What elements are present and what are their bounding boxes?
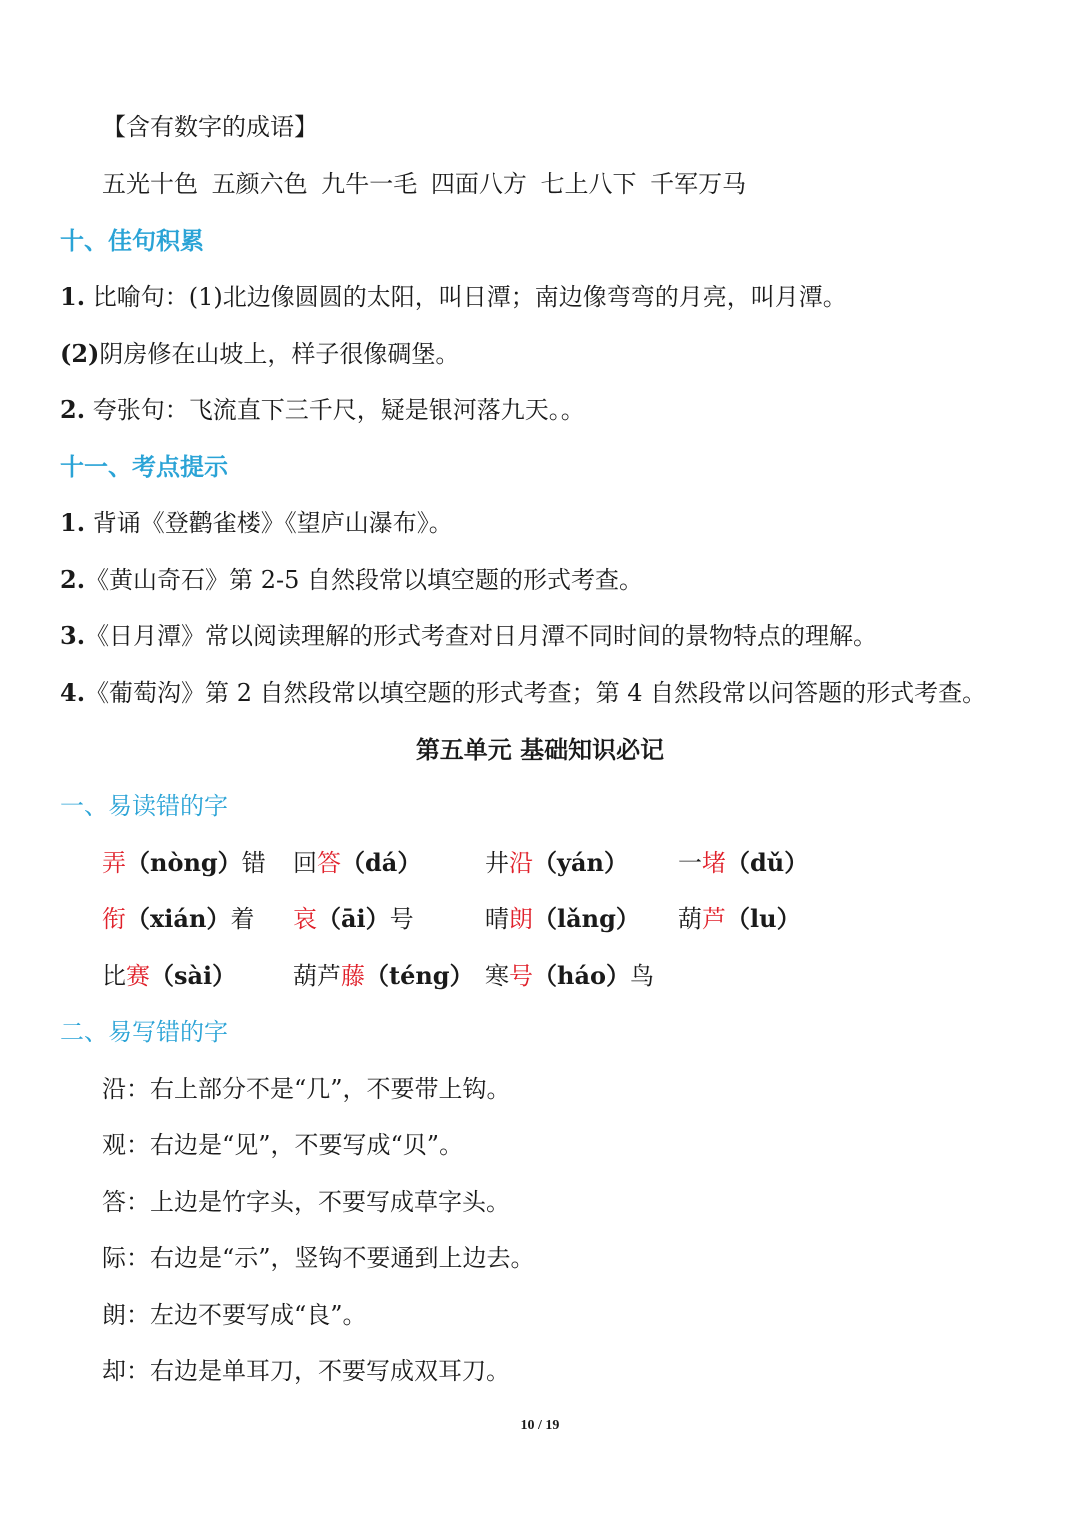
entry-char: 芦 (702, 905, 726, 933)
entry-pinyin: （téng） (365, 961, 474, 990)
entry-char: 赛 (126, 962, 150, 990)
miswrite-title: 二、易写错的字 (60, 1018, 228, 1046)
entry-pinyin: （háo） (533, 961, 631, 990)
entry-char: 答 (317, 849, 341, 877)
item-text: 夸张句：飞流直下三千尺，疑是银河落九天。。 (92, 396, 585, 424)
entry-char: 沿 (509, 849, 533, 877)
entry-pinyin: （yán） (533, 848, 628, 877)
idioms-heading: 【含有数字的成语】 (102, 113, 318, 141)
item-text: 背诵《登鹳雀楼》《望庐山瀑布》。 (92, 509, 453, 537)
miswrite-item: 观：右边是“见”，不要写成“贝”。 (102, 1131, 464, 1159)
entry-prefix: 葫芦 (293, 962, 341, 990)
section11-item2 (60, 564, 643, 596)
section10-item2 (60, 394, 585, 426)
section10-item1 (60, 281, 847, 313)
section10-item1b (60, 338, 459, 370)
item-number: 3. (60, 621, 86, 650)
entry-pinyin: （xián） (126, 904, 231, 933)
misread-entry (678, 903, 801, 935)
item-number: 1. (60, 508, 86, 537)
entry-pinyin: （dá） (341, 848, 422, 877)
misread-entry (102, 903, 254, 935)
item-text: 比喻句：(1)北边像圆圆的太阳，叫日潭；南边像弯弯的月亮，叫月潭。 (92, 283, 847, 311)
item-text: 《葡萄沟》第 2 自然段常以填空题的形式考查；第 4 自然段常以问答题的形式考查。 (85, 679, 987, 707)
entry-char: 衔 (102, 905, 126, 933)
misread-title: 一、易读错的字 (60, 792, 228, 820)
miswrite-item: 朗：左边不要写成“良”。 (102, 1301, 367, 1329)
item-number: (2) (60, 339, 100, 368)
item-number: 2. (60, 565, 86, 594)
entry-suffix: 鸟 (630, 962, 655, 990)
entry-pinyin: （lǎng） (533, 904, 640, 933)
section11-item3 (60, 620, 877, 652)
section11-item1 (60, 507, 453, 539)
entry-suffix: 错 (241, 849, 266, 877)
section10-title: 十、佳句积累 (60, 227, 204, 255)
item-text: 《日月潭》常以阅读理解的形式考查对日月潭不同时间的景物特点的理解。 (85, 622, 878, 650)
entry-pinyin: （lu） (726, 904, 801, 933)
entry-prefix: 比 (102, 962, 126, 990)
entry-prefix: 井 (485, 849, 509, 877)
entry-char: 号 (509, 962, 533, 990)
misread-entry (102, 847, 266, 879)
unit-title: 第五单元 基础知识必记 (415, 736, 665, 764)
section11-title: 十一、考点提示 (60, 453, 228, 481)
item-text: 《黄山奇石》第 2-5 自然段常以填空题的形式考查。 (85, 566, 643, 594)
misread-entry (485, 847, 628, 879)
entry-prefix: 回 (293, 849, 317, 877)
entry-prefix: 葫 (678, 905, 702, 933)
page-number: 10 / 19 (520, 1418, 560, 1433)
item-number: 1. (60, 282, 86, 311)
misread-entry (485, 960, 654, 992)
entry-char: 堵 (702, 849, 726, 877)
misread-entry (485, 903, 640, 935)
entry-pinyin: （sài） (150, 961, 237, 990)
entry-char: 朗 (509, 905, 533, 933)
misread-entry (293, 903, 414, 935)
entry-pinyin: （dǔ） (726, 848, 809, 877)
miswrite-item: 答：上边是竹字头，不要写成草字头。 (102, 1188, 510, 1216)
entry-suffix: 号 (389, 905, 414, 933)
miswrite-item: 沿：右上部分不是“几”，不要带上钩。 (102, 1075, 511, 1103)
misread-entry (293, 960, 474, 992)
entry-prefix: 寒 (485, 962, 509, 990)
entry-pinyin: （āi） (317, 904, 390, 933)
entry-char: 弄 (102, 849, 126, 877)
entry-prefix: 一 (678, 849, 702, 877)
miswrite-item: 际：右边是“示”，竖钩不要通到上边去。 (102, 1244, 535, 1272)
misread-entry (678, 847, 808, 879)
misread-entry (102, 960, 236, 992)
entry-prefix: 晴 (485, 905, 509, 933)
entry-char: 哀 (293, 905, 317, 933)
idioms-line: 五光十色 五颜六色 九牛一毛 四面八方 七上八下 千军万马 (102, 170, 747, 198)
item-number: 4. (60, 678, 86, 707)
item-text: 阴房修在山坡上，样子很像碉堡。 (99, 340, 460, 368)
item-number: 2. (60, 395, 86, 424)
misread-entry (293, 847, 421, 879)
miswrite-item: 却：右边是单耳刀，不要写成双耳刀。 (102, 1357, 510, 1385)
section11-item4 (60, 677, 986, 709)
entry-suffix: 着 (230, 905, 255, 933)
entry-char: 藤 (341, 962, 365, 990)
entry-pinyin: （nòng） (126, 848, 242, 877)
